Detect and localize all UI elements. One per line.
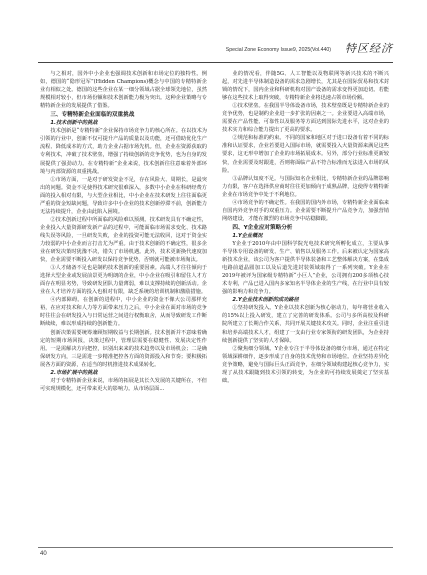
paragraph: 业的情况看，伴随5G、人工智能以及物联网等新兴技术的不断兴起，对先进半导体制造设备的需求急剧增长，尤其是在国际贸易和技术封锁的情况下，国内企业和科研机构对国产设备的需求变得更加迫切。若能够在这些技术上取得突破，专精特新企业将迅速占领市场份额。	[222, 71, 389, 102]
paragraph: ④市场竞争的不确定性。在我国的国内外市场，专精特新企业面临来自国内外竞争对手的双重压力。企业需要不断提升产品竞争力，加强营销网络建设，才能在激烈的市场竞争中站稳脚跟。	[222, 199, 389, 222]
journal-logo: 特区经济	[345, 42, 393, 55]
paragraph: ②技术创新过程中所面临的风险难以预测。技术研发具有不确定性，企业投入大量资源研发新产品的过程中，可能面临市场需求变化、技术路线失误等风险，一旦研发失败，企业的投资可能无法收回，这对于资金实力较弱的中小企业而言打击尤为严重。由于技术创新的不确定性，很多企业在研发决策时犹豫不决，错失了市场机遇。此外，技术更新换代速度加快，企业需要不断投入研发以保持竞争优势，否则就可能被市场淘汰。	[40, 216, 207, 264]
page-header	[38, 40, 393, 63]
section-heading: 四、Y企业应对策略分析	[232, 224, 293, 231]
page-number: 40	[40, 551, 47, 557]
paragraph: 对于专精特新企业来说，市场的拓展是其长久发展的关键所在，不但可实现规模化，还可带来更大的影响力。从市场层面...	[40, 377, 207, 392]
section-heading: 三、专精特新企业面临的双重挑战	[50, 112, 135, 119]
subsection-heading: 2.Y企业技术创新的成功路径	[232, 297, 299, 304]
paragraph: ③品牌认知度不足。与国际知名企业相比，专精特新企业的品牌影响力有限，客户在选择供应商时往往更加倾向于成熟品牌，这使得专精特新企业在市场竞争中处于不利地位。	[222, 175, 389, 198]
paragraph: 技术创新是“专精特新”企业保持市场竞争力的核心所在。在以技术为引领的行业中，创新不仅可提升产品的质量以及功能，还可借助优化生产流程、降低成本的方式，助力企业占据市场先机。但，企业在资源获取的专利技术，冲破了技术壁垒，增强了持续创新的竞争优势，也为自身的发展提供了强劲动力。在专精特新”企业来说，技术创新往往意味着外部环境与内部资源的双重挑战。	[40, 128, 207, 175]
right-text-column	[222, 70, 389, 540]
paragraph: ①技术壁垒。在我国半导体设备市场，技术壁垒既是专精特新企业的竞争优势，也是制约企业进一步扩张的因素之一。企业要进入高端市场，需要在产品性能、可靠性以及服务等方面达到国际先进水平，这对企业的技术实力和综合能力提出了更高的要求。	[222, 103, 389, 134]
paragraph: ③人才储备不足也是制约技术创新的重要因素。高端人才往往倾向于选择大型企业或发展前景更为明朗的企业，中小企业在吸引和留住人才方面存在明显劣势，导致研发团队力量薄弱，难以支撑持续的创新活动。企业在人才培养方面的投入也相对有限，缺乏系统的培训机制和激励措施。	[40, 265, 207, 296]
paragraph: ①市场方面，一是对于研发资金不足，存在风险大、周期长，是最突出的问题。资金不足使得技术研究很难深入，多数中小企业在科研经费方面的投入相对有限，与大型企业相比，中小企业在技术研发上往往面临更严重的资金短缺问题，导致许多中小企业的技术创新停滞不前，创新能力无法持续提升，企业由此陷入困境。	[40, 176, 207, 215]
subsection-heading: 1.技术创新中的挑战	[50, 120, 98, 127]
paragraph: Y企业于2010年由中国科学院光电技术研究所孵化成立，主要从事半导体专用设备的研发、生产、销售以及服务工作。后来被认定为国家高新技术企业，该公司为客户提供半导体装备和工艺整体解决方案，在集成电路前道晶圆加工以及后道先进封装领域取得了一系列突破。Y企业在2019年被评为国家级专精特新“小巨人”企业，公司拥有200多项核心技术专利，产品已进入国内多家知名半导体企业的生产线，在行业中具有较强的影响力和竞争力。	[222, 240, 389, 296]
footer-divider	[38, 547, 393, 548]
subsection-heading: 2.市场扩展中的挑战	[50, 369, 98, 376]
paragraph: 与之相对，国外中小企业也强调技术创新和市场定位的独特性。例如，德国的“隐形冠军”(Hidden Champions)概念与中国的专精特新企业有相似之处。德国的这些企业在某一细分领域占据全球领先地位，虽然规模相对较小，但市场份额和技术创新能力极为突出。这种企业策略与专精特新企业的发展提供了借鉴。	[40, 71, 207, 110]
subsection-heading: 1.Y企业概况	[232, 232, 263, 239]
paragraph: ②规范和标准的约束。不同的国家和地区对于进口设备有着不同的标准和认证要求，企业若要进入国际市场，就需要投入大量资源来满足这些要求，这无形中增加了企业的市场拓展成本。另外，部分行业标准更新较快，企业需要及时跟进，否则将面临产品不符合标准而无法进入市场的风险。	[222, 135, 389, 174]
paragraph: 创新决策需要统筹兼顾短期收益与长期创新。技术创新并不意味着确定的短期市场回报，决策过程中，管理层需要在稳健性、发展决定性作用。一是需解决方向把控，识别出来来的技术趋势以及市场机会；二是确保研发方向，三是需进一步精准把控各方面的资源投入和节奏；要积极拓展各方面的资源，在适当的时机推进技术成果转化。	[40, 329, 207, 368]
paragraph: ②聚焦细分领域。Y企业专注于半导体设备的细分市场，通过在特定领域深耕细作，逐步形成了自身的技术优势和市场地位。企业坚持差异化竞争策略，避免与国际巨头正面竞争，在细分领域构建起核心竞争力，实现了从技术跟随到技术引领的转变，为企业的可持续发展奠定了坚实基础。	[222, 345, 389, 384]
paragraph: ①坚持研发投入。Y企业以技术创新为核心驱动力，每年将营业收入的15%以上投入研发，建立了完善的研发体系。公司与多所高校及科研院所建立了长期合作关系，共同开展关键技术攻关。同时，企业注重引进和培养高端技术人才，组建了一支由行业专家领衔的研发团队，为企业持续创新提供了坚实的人才保障。	[222, 305, 389, 344]
journal-info: Special Zone Economy Issue9, 2025(Vol.440)	[225, 47, 331, 53]
paragraph: ④内部障碍。在创新的进程中，中小企业的资金不像大公司那样充裕，在应对技术和人力等方面带来压力之后，中小企业在面对市场的竞争时往往会在研发投入与日常运营之间进行权衡取舍，从而导致研发工作断断续续，难以形成持续的创新能力。	[40, 297, 207, 328]
left-text-column	[40, 70, 207, 540]
